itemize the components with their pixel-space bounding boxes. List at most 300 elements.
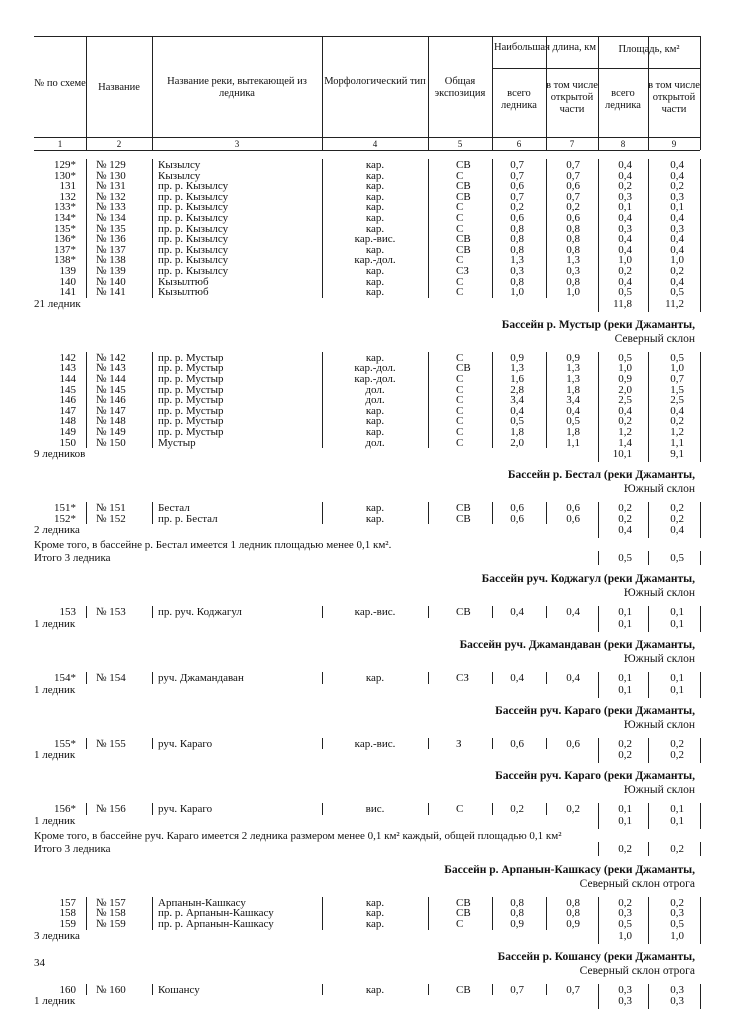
- column-rule: [648, 684, 649, 698]
- header-area: Площадь, км²: [618, 44, 680, 55]
- morph-type: кар.-дол.: [354, 362, 396, 375]
- river-name: пр. р. Мустыр: [158, 373, 224, 385]
- column-rule: [86, 803, 87, 815]
- column-rule: [648, 984, 649, 996]
- column-rule: [322, 672, 323, 684]
- column-rule: [648, 524, 649, 538]
- river-name: пр. р. Кызылсу: [158, 190, 229, 203]
- column-rule: [546, 672, 547, 684]
- length-open: 1,3: [566, 373, 580, 385]
- area-open: 0,2: [670, 180, 684, 193]
- column-rule: [648, 803, 649, 815]
- scheme-number: 130*: [54, 169, 76, 182]
- length-total: 0,7: [510, 169, 524, 182]
- column-rule: [648, 995, 649, 1009]
- column-rule: [648, 352, 649, 448]
- column-rule: [546, 803, 547, 815]
- length-total: 0,7: [510, 159, 524, 171]
- morph-type: кар.: [365, 190, 385, 203]
- area-total: 0,1: [618, 803, 632, 816]
- area-total: 0,4: [618, 159, 632, 171]
- scheme-number: 155*: [54, 737, 76, 750]
- scheme-number: 143: [59, 362, 76, 375]
- length-total: 0,2: [510, 201, 524, 214]
- exposition: С: [456, 212, 464, 224]
- column-rule: [648, 606, 649, 618]
- slope-heading: Южный склон: [623, 653, 695, 665]
- note-text: Кроме того, в бассейне руч. Караго имеется 2 ледника размером менее 0,1 км² каждый, общей площадью 0,1 км²: [34, 829, 562, 842]
- river-name: пр. р. Кызылсу: [158, 222, 229, 235]
- length-total: 3,4: [510, 394, 524, 407]
- area-total-sum: 11,8: [613, 297, 632, 310]
- area-open: 0,3: [670, 190, 684, 203]
- scheme-number: 135*: [54, 222, 76, 235]
- column-rule: [86, 352, 87, 448]
- area-open: 0,4: [670, 159, 684, 171]
- morph-type: кар.: [365, 275, 385, 288]
- column-number: 7: [569, 139, 575, 149]
- area-total: 0,9: [618, 373, 632, 385]
- morph-type: кар.-вис.: [354, 606, 396, 619]
- exposition: СВ: [456, 907, 471, 920]
- exposition: С: [456, 394, 464, 407]
- scheme-number: 140: [59, 275, 76, 288]
- column-rule: [598, 618, 599, 632]
- river-name: Кызылсу: [158, 159, 201, 171]
- river-name: Кызылсу: [158, 169, 201, 182]
- column-number: 8: [620, 139, 626, 149]
- area-total: 0,4: [618, 243, 632, 256]
- basin-heading: Бассейн р. Бестал (реки Джаманты,: [507, 469, 695, 482]
- morph-type: вис.: [365, 803, 385, 816]
- scheme-number: 146: [59, 394, 76, 407]
- glacier-name: № 160: [96, 983, 126, 996]
- length-total: 2,0: [510, 436, 524, 449]
- area-open-sum: 0,1: [670, 618, 684, 630]
- slope-heading: Северный склон: [614, 332, 695, 345]
- area-total: 0,2: [618, 512, 632, 525]
- area-total: 0,1: [618, 672, 632, 684]
- column-rule: [428, 606, 429, 618]
- area-total: 0,1: [618, 606, 632, 619]
- length-open: 0,2: [566, 803, 580, 816]
- river-name: Бестал: [158, 502, 190, 515]
- length-total: 0,8: [510, 275, 524, 288]
- area-total-sum: 0,3: [618, 995, 632, 1008]
- area-open: 0,3: [670, 983, 684, 996]
- column-rule: [428, 352, 429, 448]
- river-name: руч. Караго: [158, 803, 213, 816]
- morph-type: кар.: [365, 169, 385, 182]
- length-open: 0,2: [566, 201, 580, 214]
- length-total: 0,8: [510, 896, 524, 909]
- column-rule: [598, 551, 599, 565]
- area-open: 0,4: [670, 212, 684, 224]
- river-name: пр. р. Арпанын-Кашкасу: [158, 907, 274, 920]
- area-total: 2,0: [618, 383, 632, 396]
- scheme-number: 148: [59, 415, 76, 428]
- column-rule: [492, 897, 493, 930]
- column-rule: [700, 984, 701, 996]
- column-rule: [598, 815, 599, 829]
- area-open-sum: 0,1: [670, 683, 684, 696]
- length-total: 0,9: [510, 351, 524, 364]
- exposition: СВ: [456, 159, 471, 171]
- area-total: 0,4: [618, 233, 632, 246]
- glacier-name: № 137: [96, 243, 126, 256]
- area-total: 0,2: [618, 265, 632, 277]
- morph-type: кар.-вис.: [354, 233, 396, 246]
- area-open: 0,4: [670, 404, 684, 417]
- glacier-name: № 148: [96, 415, 126, 428]
- scheme-number: 141: [59, 286, 76, 299]
- area-total: 0,2: [618, 896, 632, 909]
- length-open: 0,8: [566, 907, 580, 920]
- column-rule: [86, 502, 87, 524]
- area-total: 0,3: [618, 222, 632, 235]
- column-rule: [700, 749, 701, 763]
- glacier-name: № 150: [96, 436, 126, 449]
- column-rule: [598, 502, 599, 524]
- length-open: 0,8: [566, 222, 580, 235]
- column-rule: [428, 984, 429, 996]
- morph-type: кар.: [365, 426, 385, 438]
- header-river-name: Название реки, вытекающей из ледника: [167, 76, 307, 99]
- scheme-number: 150: [59, 436, 76, 449]
- area-total: 1,0: [618, 254, 632, 267]
- length-total: 1,3: [510, 362, 524, 375]
- column-rule: [322, 352, 323, 448]
- column-rule: [700, 352, 701, 448]
- column-rule: [648, 551, 649, 565]
- column-rule: [700, 803, 701, 815]
- scheme-number: 145: [59, 383, 76, 396]
- column-number: 4: [372, 139, 378, 149]
- morph-type: кар.: [365, 201, 385, 214]
- glacier-name: № 155: [96, 737, 126, 750]
- area-open: 0,5: [670, 918, 684, 930]
- area-open: 0,2: [670, 896, 684, 909]
- glacier-count: 1 ледник: [34, 749, 76, 762]
- glacier-name: № 144: [96, 373, 126, 385]
- exposition: С: [456, 275, 464, 288]
- exposition: С: [456, 803, 464, 816]
- glacier-name: № 136: [96, 233, 126, 246]
- table-top-rule: [34, 36, 700, 37]
- length-total: 0,6: [510, 180, 524, 193]
- scheme-number: 159: [59, 918, 76, 930]
- column-rule: [700, 738, 701, 750]
- column-rule: [700, 448, 701, 462]
- river-name: Арпанын-Кашкасу: [158, 896, 246, 909]
- area-total: 0,4: [618, 404, 632, 417]
- column-rule: [700, 995, 701, 1009]
- morph-type: кар.-дол.: [354, 254, 396, 267]
- area-open-sum: 0,1: [670, 814, 684, 827]
- length-total: 0,5: [510, 415, 524, 428]
- scheme-number: 157: [59, 896, 76, 909]
- glacier-name: № 151: [96, 502, 126, 515]
- column-number: 3: [234, 139, 240, 149]
- morph-type: кар.: [365, 512, 385, 525]
- area-open: 0,1: [670, 201, 684, 214]
- scheme-number: 136*: [54, 233, 76, 246]
- column-rule: [648, 159, 649, 298]
- exposition: С: [456, 373, 464, 385]
- column-rule: [648, 842, 649, 856]
- area-open: 0,2: [670, 415, 684, 428]
- length-open: 1,0: [566, 286, 580, 299]
- area-total: 0,4: [618, 169, 632, 182]
- exposition: З: [456, 737, 462, 750]
- length-open: 0,8: [566, 233, 580, 246]
- area-open: 0,4: [670, 243, 684, 256]
- river-name: пр. р. Кызылсу: [158, 212, 229, 224]
- length-open: 0,7: [566, 983, 580, 996]
- scheme-number: 154*: [54, 672, 76, 684]
- area-total: 1,0: [618, 362, 632, 375]
- glacier-name: № 139: [96, 265, 126, 277]
- column-rule: [86, 984, 87, 996]
- slope-heading: Северный склон отрога: [579, 964, 695, 977]
- area-open-sum: 0,2: [670, 749, 684, 762]
- column-rule: [700, 524, 701, 538]
- column-rule: [700, 930, 701, 944]
- slope-heading: Южный склон: [623, 483, 695, 496]
- river-name: пр. р. Мустыр: [158, 351, 224, 364]
- scheme-number: 132: [59, 190, 76, 203]
- column-rule: [152, 897, 153, 930]
- exposition: СЗ: [456, 265, 469, 277]
- slope-heading: Северный склон отрога: [579, 877, 695, 890]
- column-rule: [598, 738, 599, 750]
- length-open: 0,9: [566, 918, 580, 930]
- area-open-sum: 1,0: [670, 929, 684, 942]
- glacier-name: № 145: [96, 383, 126, 396]
- scheme-number: 144: [59, 373, 76, 385]
- column-rule: [546, 897, 547, 930]
- exposition: СВ: [456, 243, 471, 256]
- column-rule: [648, 930, 649, 944]
- column-rule: [700, 502, 701, 524]
- length-open: 1,8: [566, 426, 580, 438]
- morph-type: кар.: [365, 159, 385, 171]
- exposition: С: [456, 222, 464, 235]
- glacier-name: № 131: [96, 180, 126, 193]
- morph-type: кар.: [365, 672, 385, 684]
- column-number: 9: [671, 139, 677, 149]
- column-rule: [492, 352, 493, 448]
- area-total: 0,2: [618, 737, 632, 750]
- column-rule: [152, 159, 153, 298]
- river-name: пр. р. Кызылсу: [158, 265, 229, 277]
- scheme-number: 152*: [54, 512, 76, 525]
- morph-type: кар.: [365, 286, 385, 299]
- glacier-name: № 156: [96, 803, 126, 816]
- glacier-count: 1 ледник: [34, 814, 76, 827]
- column-rule: [492, 984, 493, 996]
- column-rule: [152, 502, 153, 524]
- header-area-total: всего ледника: [605, 88, 641, 111]
- river-name: Кызылтюб: [158, 286, 209, 299]
- column-rule: [598, 995, 599, 1009]
- area-open: 0,4: [670, 275, 684, 288]
- length-open: 3,4: [566, 394, 580, 407]
- area-total-sum: 0,1: [618, 814, 632, 827]
- column-rule: [492, 803, 493, 815]
- length-total: 1,6: [510, 373, 524, 385]
- area-total: 0,3: [618, 983, 632, 996]
- morph-type: кар.: [365, 918, 385, 930]
- column-rule: [598, 159, 599, 298]
- column-rule: [700, 897, 701, 930]
- length-total: 0,4: [510, 404, 524, 417]
- area-total: 0,5: [618, 351, 632, 364]
- length-total: 0,7: [510, 983, 524, 996]
- area-open: 0,3: [670, 222, 684, 235]
- column-rule: [598, 524, 599, 538]
- area-total: 1,2: [618, 426, 632, 438]
- column-rule: [428, 738, 429, 750]
- column-rule: [648, 672, 649, 684]
- area-total: 2,5: [618, 394, 632, 407]
- length-total: 0,6: [510, 737, 524, 750]
- glacier-name: № 143: [96, 362, 126, 375]
- glacier-name: № 157: [96, 896, 126, 909]
- exposition: СЗ: [456, 672, 469, 684]
- area-open: 0,5: [670, 351, 684, 364]
- header-length-open: в том числе открытой части: [546, 80, 598, 115]
- column-rule: [322, 606, 323, 618]
- column-rule: [598, 684, 599, 698]
- column-rule: [152, 352, 153, 448]
- basin-heading: Бассейн р. Мустыр (реки Джаманты,: [501, 318, 695, 331]
- length-open: 1,8: [566, 383, 580, 396]
- exposition: С: [456, 351, 464, 364]
- area-open: 1,0: [670, 254, 684, 267]
- morph-type: кар.: [365, 265, 385, 277]
- basin-heading: Бассейн руч. Джамандаван (реки Джаманты,: [459, 639, 695, 651]
- glacier-count: 21 ледник: [34, 297, 81, 310]
- column-rule: [428, 803, 429, 815]
- column-rule: [700, 551, 701, 565]
- length-open: 1,1: [566, 436, 580, 449]
- scheme-number: 142: [59, 351, 76, 364]
- area-open: 0,1: [670, 606, 684, 619]
- area-total: 0,2: [618, 502, 632, 515]
- area-total: 0,5: [618, 918, 632, 930]
- glacier-name: № 146: [96, 394, 126, 407]
- river-name: Кошансу: [158, 983, 200, 996]
- basin-heading: Бассейн р. Арпанын-Кашкасу (реки Джаманты,: [444, 863, 695, 876]
- length-open: 0,9: [566, 351, 580, 364]
- area-total-sum: 0,4: [618, 524, 632, 537]
- area-open: 2,5: [670, 394, 684, 407]
- morph-type: кар.: [365, 404, 385, 417]
- morph-type: кар.: [365, 351, 385, 364]
- column-rule: [648, 897, 649, 930]
- length-total: 0,4: [510, 606, 524, 619]
- scheme-number: 151*: [54, 502, 76, 515]
- area-open-sum: 9,1: [670, 448, 684, 461]
- river-name: Кызылтюб: [158, 275, 209, 288]
- area-total-sum: 0,2: [618, 749, 632, 762]
- column-rule: [322, 897, 323, 930]
- column-rule: [86, 672, 87, 684]
- column-rule: [322, 159, 323, 298]
- column-rule: [492, 672, 493, 684]
- area-total-sum: 0,1: [618, 618, 632, 630]
- exposition: С: [456, 415, 464, 428]
- length-total: 0,7: [510, 190, 524, 203]
- length-open: 0,6: [566, 502, 580, 515]
- scheme-number: 131: [59, 180, 76, 193]
- length-open: 0,4: [566, 404, 580, 417]
- glacier-count: 3 ледника: [34, 929, 80, 942]
- area-open: 1,0: [670, 362, 684, 375]
- number-row-rule: [34, 150, 700, 151]
- area-total-sum: 0,1: [618, 683, 632, 696]
- glacier-count: 1 ледник: [34, 683, 76, 696]
- morph-type: кар.: [365, 180, 385, 193]
- column-rule: [700, 298, 701, 312]
- column-rule: [546, 502, 547, 524]
- glacier-count: 9 ледников: [34, 448, 86, 461]
- grand-area-total: 0,2: [618, 842, 632, 855]
- area-open: 0,2: [670, 265, 684, 277]
- column-rule: [598, 606, 599, 618]
- column-rule: [598, 897, 599, 930]
- column-rule: [152, 803, 153, 815]
- area-total: 0,3: [618, 190, 632, 203]
- column-rule: [700, 159, 701, 298]
- length-total: 1,8: [510, 426, 524, 438]
- exposition: С: [456, 426, 464, 438]
- glacier-name: № 141: [96, 286, 126, 299]
- column-rule: [648, 618, 649, 632]
- column-rule: [428, 159, 429, 298]
- area-total-sum: 10,1: [612, 448, 632, 461]
- column-rule: [546, 606, 547, 618]
- area-open: 0,5: [670, 286, 684, 299]
- column-rule: [648, 738, 649, 750]
- river-name: пр. р. Мустыр: [158, 383, 224, 396]
- glacier-name: № 142: [96, 351, 126, 364]
- length-total: 0,8: [510, 233, 524, 246]
- column-rule: [598, 672, 599, 684]
- slope-heading: Южный склон: [623, 718, 695, 731]
- length-total: 0,2: [510, 803, 524, 816]
- area-total: 0,4: [618, 275, 632, 288]
- column-rule: [152, 984, 153, 996]
- grand-area-total: 0,5: [618, 552, 632, 565]
- exposition: СВ: [456, 180, 471, 193]
- glacier-name: № 147: [96, 404, 126, 417]
- morph-type: дол.: [365, 383, 385, 396]
- length-total: 0,4: [510, 672, 524, 684]
- column-rule: [648, 815, 649, 829]
- glacier-name: № 153: [96, 606, 126, 619]
- column-rule: [598, 352, 599, 448]
- column-rule: [546, 159, 547, 298]
- group-header-rule: [492, 68, 700, 69]
- column-rule: [152, 672, 153, 684]
- length-open: 0,5: [566, 415, 580, 428]
- area-total: 0,5: [618, 286, 632, 299]
- column-rule: [428, 502, 429, 524]
- exposition: СВ: [456, 190, 471, 203]
- glacier-name: № 133: [96, 201, 126, 214]
